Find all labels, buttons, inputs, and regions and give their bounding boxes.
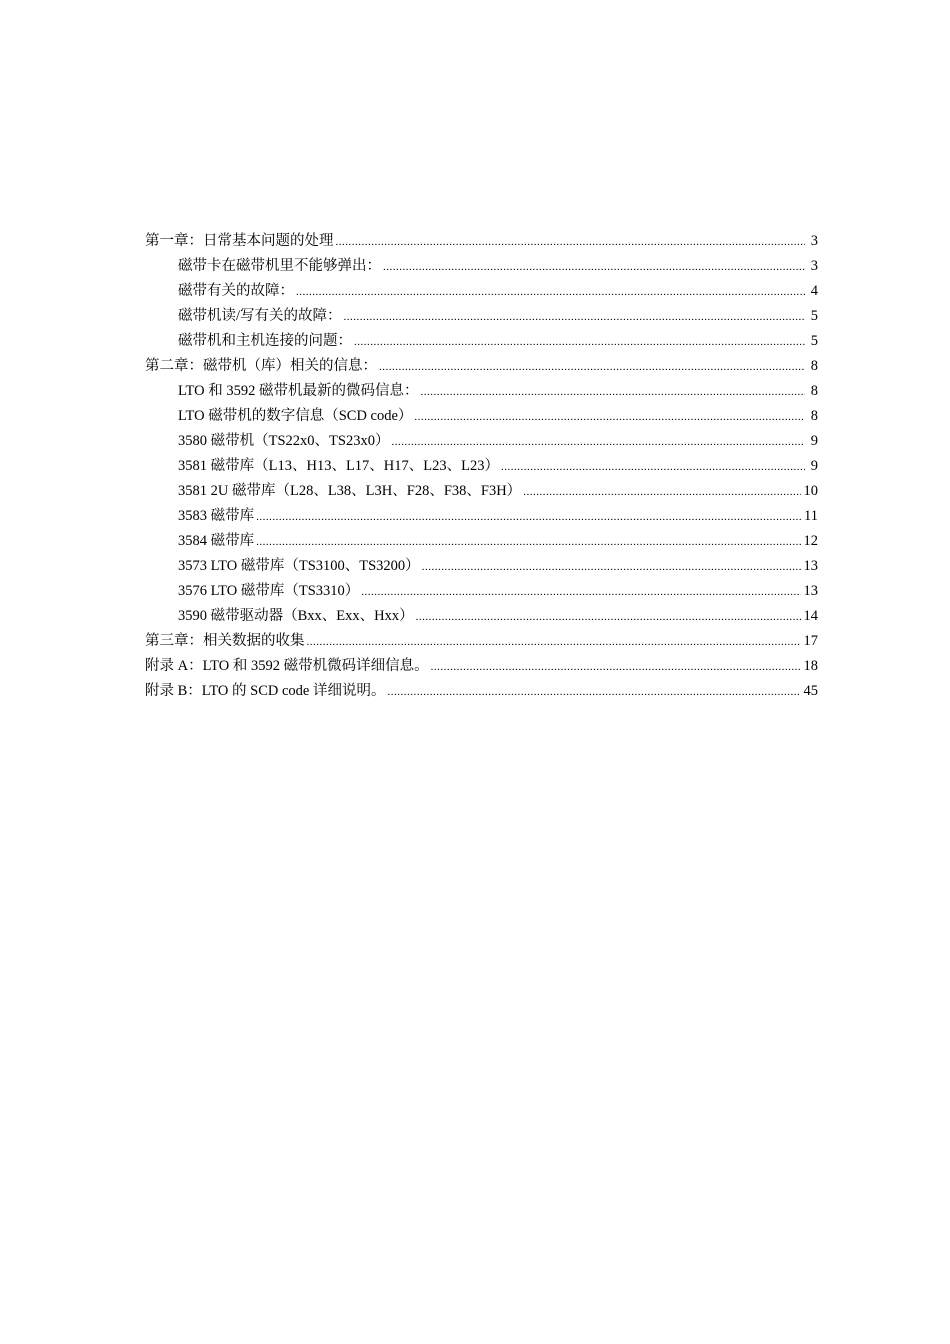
toc-entry-page: 3 bbox=[810, 258, 818, 274]
toc-entry-title: 磁带机读/写有关的故障： bbox=[178, 308, 342, 324]
toc-entry-title: 3590 磁带驱动器（Bxx、Exx、Hxx） bbox=[178, 608, 414, 624]
toc-dot-leader bbox=[414, 405, 805, 430]
toc-dot-leader bbox=[422, 555, 801, 580]
toc-dot-leader bbox=[523, 480, 800, 505]
toc-entry-chapter-2[interactable] bbox=[145, 354, 818, 379]
toc-entry-title: 3580 磁带机（TS22x0、TS23x0） bbox=[178, 433, 390, 449]
toc-entry-page: 13 bbox=[803, 583, 818, 599]
toc-entry-read-write-faults[interactable] bbox=[145, 304, 818, 329]
toc-entry-title: 附录 A：LTO 和 3592 磁带机微码详细信息。 bbox=[145, 658, 429, 674]
toc-dot-leader bbox=[256, 505, 801, 530]
toc-entry-page: 5 bbox=[810, 333, 818, 349]
toc-entry-page: 18 bbox=[803, 658, 818, 674]
toc-entry-title: 3573 LTO 磁带库（TS3100、TS3200） bbox=[178, 558, 420, 574]
toc-entry-3581[interactable] bbox=[145, 454, 818, 479]
toc-entry-title: 磁带有关的故障： bbox=[178, 283, 294, 299]
toc-entry-tape-faults[interactable] bbox=[145, 279, 818, 304]
toc-entry-title: 第三章：相关数据的收集 bbox=[145, 633, 305, 649]
toc-entry-title: 第一章：日常基本问题的处理 bbox=[145, 233, 334, 249]
toc-entry-page: 9 bbox=[810, 458, 818, 474]
toc-entry-title: LTO 和 3592 磁带机最新的微码信息： bbox=[178, 383, 419, 399]
toc-entry-page: 8 bbox=[810, 358, 818, 374]
toc-entry-title: LTO 磁带机的数字信息（SCD code） bbox=[178, 408, 413, 424]
toc-dot-leader bbox=[336, 230, 806, 255]
toc-entry-page: 11 bbox=[804, 508, 818, 524]
toc-entry-tape-stuck[interactable] bbox=[145, 254, 818, 279]
toc-dot-leader bbox=[361, 580, 800, 605]
toc-entry-page: 12 bbox=[803, 533, 818, 549]
toc-dot-leader bbox=[344, 305, 805, 330]
toc-dot-leader bbox=[307, 630, 801, 655]
toc-entry-page: 14 bbox=[803, 608, 818, 624]
toc-dot-leader bbox=[391, 430, 805, 455]
toc-entry-3584[interactable] bbox=[145, 529, 818, 554]
toc-entry-title: 3581 2U 磁带库（L28、L38、L3H、F28、F38、F3H） bbox=[178, 483, 522, 499]
toc-entry-latest-microcode[interactable] bbox=[145, 379, 818, 404]
toc-dot-leader bbox=[383, 255, 805, 280]
toc-entry-chapter-1[interactable] bbox=[145, 229, 818, 254]
toc-entry-scd-code[interactable] bbox=[145, 404, 818, 429]
toc-dot-leader bbox=[431, 655, 801, 680]
toc-entry-page: 5 bbox=[810, 308, 818, 324]
toc-entry-appendix-a[interactable] bbox=[145, 654, 818, 679]
toc-entry-page: 8 bbox=[810, 383, 818, 399]
toc-entry-title: 3584 磁带库 bbox=[178, 533, 255, 549]
toc-entry-3580[interactable] bbox=[145, 429, 818, 454]
toc-entry-title: 磁带机和主机连接的问题： bbox=[178, 333, 352, 349]
toc-dot-leader bbox=[387, 680, 800, 705]
toc-entry-host-connection[interactable] bbox=[145, 329, 818, 354]
toc-dot-leader bbox=[256, 530, 800, 555]
toc-entry-chapter-3[interactable] bbox=[145, 629, 818, 654]
toc-entry-title: 第二章：磁带机（库）相关的信息： bbox=[145, 358, 377, 374]
toc-entry-title: 3576 LTO 磁带库（TS3310） bbox=[178, 583, 360, 599]
toc-dot-leader bbox=[296, 280, 805, 305]
toc-entry-page: 4 bbox=[810, 283, 818, 299]
toc-entry-title: 附录 B：LTO 的 SCD code 详细说明。 bbox=[145, 683, 386, 699]
toc-entry-page: 17 bbox=[803, 633, 818, 649]
table-of-contents bbox=[145, 229, 818, 704]
toc-entry-appendix-b[interactable] bbox=[145, 679, 818, 704]
toc-entry-3590[interactable] bbox=[145, 604, 818, 629]
toc-entry-3576[interactable] bbox=[145, 579, 818, 604]
toc-entry-page: 3 bbox=[810, 233, 818, 249]
toc-entry-page: 8 bbox=[810, 408, 818, 424]
toc-dot-leader bbox=[420, 380, 805, 405]
toc-entry-3581-2u[interactable] bbox=[145, 479, 818, 504]
toc-entry-title: 3583 磁带库 bbox=[178, 508, 255, 524]
toc-entry-3583[interactable] bbox=[145, 504, 818, 529]
toc-entry-page: 9 bbox=[810, 433, 818, 449]
toc-entry-title: 磁带卡在磁带机里不能够弹出： bbox=[178, 258, 381, 274]
toc-entry-3573[interactable] bbox=[145, 554, 818, 579]
toc-entry-page: 13 bbox=[803, 558, 818, 574]
toc-entry-title: 3581 磁带库（L13、H13、L17、H17、L23、L23） bbox=[178, 458, 499, 474]
toc-dot-leader bbox=[354, 330, 805, 355]
toc-dot-leader bbox=[416, 605, 801, 630]
toc-entry-page: 45 bbox=[803, 683, 818, 699]
toc-entry-page: 10 bbox=[803, 483, 818, 499]
toc-dot-leader bbox=[501, 455, 805, 480]
toc-dot-leader bbox=[379, 355, 805, 380]
